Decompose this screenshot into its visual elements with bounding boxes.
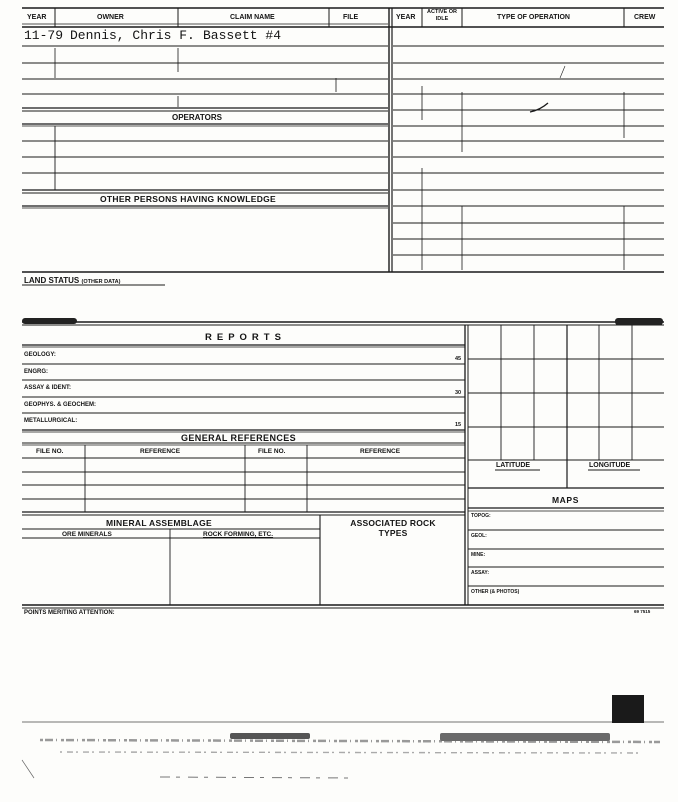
associated-rock-types-heading: ASSOCIATED ROCK TYPES bbox=[350, 518, 436, 538]
longitude-label: LONGITUDE bbox=[589, 462, 631, 469]
maps-row-mine: MINE: bbox=[471, 552, 486, 558]
scale-15: 15 bbox=[455, 422, 462, 428]
scale-30: 30 bbox=[455, 390, 462, 396]
operators-heading: OPERATORS bbox=[172, 113, 222, 122]
col-rock-forming: ROCK FORMING, ETC. bbox=[203, 531, 274, 538]
maps-row-other: OTHER (& PHOTOS) bbox=[471, 589, 520, 595]
land-status-sub: (OTHER DATA) bbox=[81, 279, 121, 285]
header-type-of-operation: TYPE OF OPERATION bbox=[497, 14, 570, 21]
entry-owner: Dennis, Chris F. bbox=[70, 28, 195, 43]
general-references-heading: GENERAL REFERENCES bbox=[181, 433, 297, 443]
col-file-no-2: FILE NO. bbox=[258, 448, 286, 455]
points-meriting-attention-label: POINTS MERITING ATTENTION: bbox=[24, 610, 115, 616]
land-status-label bbox=[24, 276, 120, 287]
form-number: 69 7515 bbox=[634, 609, 651, 614]
maps-row-geol: GEOL: bbox=[471, 533, 487, 539]
maps-row-assay: ASSAY: bbox=[471, 570, 490, 576]
scale-45: 45 bbox=[455, 356, 462, 362]
latitude-label: LATITUDE bbox=[496, 462, 531, 469]
corner-smudge-right bbox=[615, 318, 663, 325]
col-file-no-1: FILE NO. bbox=[36, 448, 64, 455]
report-row-geology: GEOLOGY: bbox=[24, 352, 56, 358]
header-active-or-idle: ACTIVE OR IDLE bbox=[427, 9, 457, 22]
reports-heading: REPORTS bbox=[205, 332, 286, 343]
other-persons-heading: OTHER PERSONS HAVING KNOWLEDGE bbox=[100, 194, 277, 204]
col-reference-1: REFERENCE bbox=[140, 448, 181, 455]
report-row-engrg: ENGRG: bbox=[24, 369, 48, 375]
maps-row-topog: TOPOG: bbox=[471, 513, 491, 519]
corner-smudge-left bbox=[22, 318, 77, 324]
header-file: FILE bbox=[343, 14, 359, 21]
entry-claim: Bassett #4 bbox=[203, 28, 282, 43]
entry-date: 11-79 bbox=[24, 28, 64, 43]
report-row-metallurgical: METALLURGICAL: bbox=[24, 418, 78, 424]
black-square-mark bbox=[612, 695, 644, 723]
header-owner: OWNER bbox=[97, 14, 124, 21]
col-reference-2: REFERENCE bbox=[360, 448, 401, 455]
header-claim-name: CLAIM NAME bbox=[230, 14, 275, 21]
land-status-title: LAND STATUS bbox=[24, 276, 80, 285]
scan-streak-dark-2 bbox=[440, 733, 610, 741]
mineral-assemblage-heading: MINERAL ASSEMBLAGE bbox=[106, 518, 212, 528]
header-crew: CREW bbox=[634, 14, 656, 21]
maps-heading: MAPS bbox=[552, 495, 579, 505]
header-year-right: YEAR bbox=[396, 14, 416, 21]
report-row-geophys: GEOPHYS. & GEOCHEM: bbox=[24, 402, 97, 408]
header-year: YEAR bbox=[27, 14, 47, 21]
col-ore-minerals: ORE MINERALS bbox=[62, 531, 112, 538]
report-row-assay: ASSAY & IDENT: bbox=[24, 385, 72, 391]
scan-streak-dark bbox=[230, 733, 310, 739]
